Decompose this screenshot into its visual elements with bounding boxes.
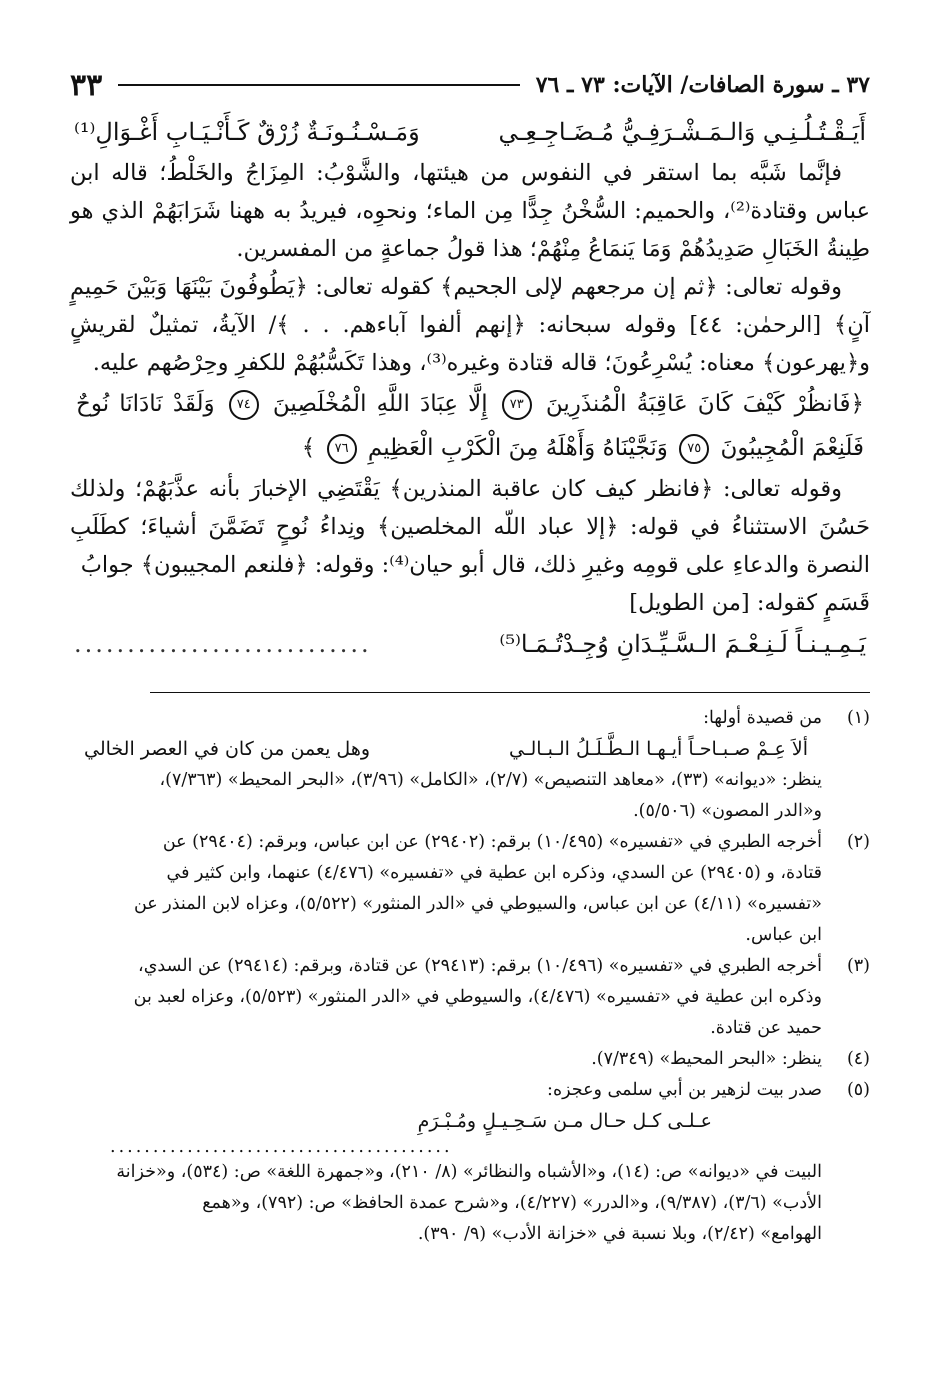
footnote-4 bbox=[70, 1044, 870, 1075]
poem-hemistich-left: وَمَـسْـنُـونَـةٌ زُرْقٌ كَـأَنْـيَـابِ أَغْـوَالِ⁽¹⁾ bbox=[74, 118, 420, 146]
running-header bbox=[70, 60, 870, 110]
footnote-number: (٣) bbox=[846, 956, 870, 976]
paragraph-3-end bbox=[70, 584, 870, 622]
header-title: ٣٧ ـ سورة الصافات/ الآيات: ٧٣ ـ ٧٦ bbox=[535, 72, 870, 98]
text-line: وقوله تعالى: ﴿ثم إن مرجعهم لإلى الجحيم﴾ كقوله تعالى: ﴿يَطُوفُونَ بَيْنَهَا وَبَيْنَ bbox=[126, 274, 842, 300]
footnote-line: أخرجه الطبري في «تفسيره» (١٠/٤٩٥) برقم: (٢٩٤٠٢) عن ابن عباس، وبرقم: (٢٩٤٠٤) عن bbox=[162, 832, 822, 852]
page bbox=[70, 60, 870, 1340]
poem-hemistich-right: أَيَـقْـتُـلُـنِـي وَالـمَـشْـرَفِـيُّ مُـضَـاجِـعِـي bbox=[498, 118, 866, 146]
footnote-2 bbox=[70, 827, 870, 951]
footnote-1 bbox=[70, 703, 870, 827]
text-line: حَمِيمٍ آنٍ﴾ [الرحمٰن: ٤٤] وقوله سبحانه: ﴿إنهم ألفوا آباءهم. . . ﴾/ الآيةُ، تمثيلٌ لقريشٍ bbox=[70, 274, 870, 338]
footnote-verse: عـلـى كـل حـال مـن سَـحِـيـلٍ ومُـبْـرَمِ bbox=[417, 1110, 712, 1132]
footnote-line: وذكره ابن عطية في «تفسيره» (٤/٤٧٦)، والسيوطي في «الدر المنثور» (٥/٥٢٣)، وعزاه لعبد بن bbox=[133, 987, 822, 1007]
footnote-3 bbox=[70, 951, 870, 1044]
ayah-76: وَنَجَّيْنَاهُ وَأَهْلَهُ مِنَ الْكَرْبِ الْعَظِيمِ bbox=[367, 435, 668, 461]
ayah-marker-73: ٧٣ bbox=[502, 390, 532, 420]
footnote-line: الهوامع» (٢/٤٢)، وبلا نسبة في «خزانة الأدب» (٩/ ٣٩٠). bbox=[417, 1224, 822, 1244]
text-line: و﴿يهرعون﴾ معناه: يُسْرِعُونَ؛ قاله قتادة وغيره⁽³⁾، وهذا تَكَسُّبُهُمْ للكفرِ وحِرْصُهم عليه. bbox=[92, 350, 870, 376]
paragraph-1 bbox=[70, 154, 870, 268]
ayah-73: ﴿فَانظُرْ كَيْفَ كَانَ عَاقِبَةُ الْمُنذَرِينَ bbox=[545, 391, 865, 417]
page-number: ٣٣ bbox=[70, 67, 103, 103]
footnote-line: ينظر: «البحر المحيط» (٧/٣٤٩). bbox=[591, 1049, 822, 1069]
ayah-marker-75: ٧٥ bbox=[679, 434, 709, 464]
footnote-number: (٥) bbox=[846, 1080, 870, 1100]
footnote-line: البيت في «ديوانه» ص: (١٤)، و«الأشباه والنظائر» (٨/ ٢١٠)، و«جمهرة اللغة» ص: (٥٣٤)، و«خزانة bbox=[116, 1162, 822, 1182]
verse-left: وهل يعمن من كان في العصر الخالي bbox=[84, 738, 371, 760]
text-line: حَسُنَ الاستثناءُ في قوله: ﴿إلا عباد اللّه المخلصين﴾ ونِداءُ نُوحٍ تَضَمَّنَ أشياءَ؛ كطَلَبِ bbox=[70, 514, 870, 540]
footnote-number: (٤) bbox=[846, 1049, 870, 1069]
footnote-line: الأدب» (٣/٦)، (٩/٣٨٧)، و«الدرر» (٤/٢٢٧)، و«شرح عمدة الحافظ» ص: (٧٩٢)، و«همع bbox=[202, 1193, 822, 1213]
text-line: النصرة والدعاءِ على قومِه وغيرِ ذلك، قال أبو حيان⁽⁴⁾: وقوله: ﴿فلنعم المجيبون﴾ جوابُ bbox=[80, 552, 870, 578]
ayah-marker-76: ٧٦ bbox=[327, 434, 357, 464]
text-line: قَسَمٍ كقوله: [من الطويل] bbox=[629, 590, 870, 616]
paragraph-3 bbox=[70, 470, 870, 584]
footnote-separator bbox=[150, 692, 870, 693]
footnote-line: «تفسيره» (٤/١١) عن ابن عباس، والسيوطي في «الدر المنثور» (٥/٥٢٢)، وعزاه لابن المنذر عن bbox=[133, 894, 822, 914]
footnote-line: أخرجه الطبري في «تفسيره» (١٠/٤٩٦) برقم: (٢٩٤١٣) عن قتادة، وبرقم: (٢٩٤١٤) عن السدي، bbox=[138, 956, 822, 976]
footnote-number: (٢) bbox=[846, 832, 870, 852]
text-line: وقوله تعالى: ﴿فانظر كيف كان عاقبة المنذرين﴾ يَقْتَضِي الإخبارَ بأنه عذَّبَهُمْ؛ ولذلك bbox=[70, 476, 842, 502]
quran-verses bbox=[70, 382, 870, 470]
poem-hemistich-dots: ............................ bbox=[74, 630, 372, 658]
footnote-line: و«الدر المصون» (٥/٥٠٦). bbox=[633, 801, 822, 821]
verse-right: ألاَ عِـمْ صـبـاحـاً أيـهـا الـطَّـلَـلُ الـبـالـي bbox=[509, 738, 808, 760]
ayah-74: إِلَّا عِبَادَ اللَّهِ الْمُخْلَصِينَ bbox=[272, 391, 488, 417]
footnote-line: صدر بيت لزهير بن أبي سلمى وعجزه: bbox=[547, 1080, 822, 1100]
footnote-5 bbox=[70, 1075, 870, 1250]
footnote-dots: ........................................ bbox=[110, 1137, 453, 1157]
text-line: فإنَّما شَبَّه بما استقر في النفوس من هيئتها، والشَّوْبُ: المِزَاجُ والخَلْطُ؛ قاله ابن bbox=[70, 160, 842, 186]
commentary-paragraphs bbox=[70, 154, 870, 382]
text-line: طِينةُ الخَبَالِ صَدِيدُهُمْ وَمَا يَنمَاعُ مِنْهُمْ؛ هذا قولُ جماعةٍ من المفسرين. bbox=[236, 236, 870, 262]
text-line: عباس وقتادة⁽²⁾، والحميم: السُّخْنُ جِدًّا مِن الماء؛ ونحوِه، فيريدُ به ههنا شَرَابَهُمْ الذي هو bbox=[70, 198, 870, 224]
footnote-line: حميد عن قتادة. bbox=[710, 1018, 822, 1038]
footnote-verse bbox=[70, 734, 822, 765]
footnote-line: قتادة، و (٢٩٤٠٥) عن السدي، وذكره ابن عطية في «تفسيره» (٤/٤٧٦) عنهما، وابن كثير في bbox=[166, 863, 822, 883]
footnote-line: ينظر: «ديوانه» (٣٣)، «معاهد التنصيص» (٢/٧)، «الكامل» (٣/٩٦)، «البحر المحيط» (٧/٣٦٣)، bbox=[159, 770, 822, 790]
paragraph-2 bbox=[70, 268, 870, 382]
header-rule bbox=[118, 84, 520, 86]
ayah-marker-74: ٧٤ bbox=[229, 390, 259, 420]
commentary-paragraph-3 bbox=[70, 470, 870, 622]
footnote-line: من قصيدة أولها: bbox=[703, 708, 822, 728]
footnote-line: ابن عباس. bbox=[745, 925, 822, 945]
footnotes bbox=[70, 703, 870, 1250]
ayah-75: وَلَقَدْ نَادَانَا نُوحٌ فَلَنِعْمَ الْمُجِيبُونَ bbox=[76, 391, 864, 461]
quran-close-bracket: ﴾ bbox=[301, 435, 316, 461]
footnote-number: (١) bbox=[846, 708, 870, 728]
poem-line-1 bbox=[70, 110, 870, 154]
poem-line-2 bbox=[70, 622, 870, 666]
poem-hemistich-right: يَـمِـيـنـاً لَـنِـعْـمَ الـسَّـيِّـدَانِ وُجِـدْتُـمَـا⁽⁵⁾ bbox=[499, 630, 866, 658]
